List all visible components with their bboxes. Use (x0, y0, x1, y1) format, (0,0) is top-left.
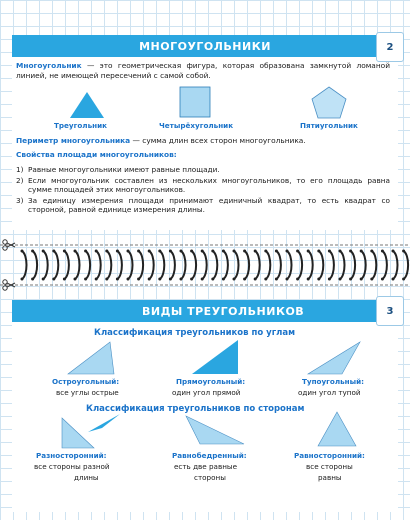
spiral-coil (255, 251, 260, 279)
spiral-coil (128, 251, 133, 279)
list-item: 3) За единицу измерения площади принимают единичный квадрат, то есть квадрат со стороной, равной единице измерения длины. (16, 195, 390, 215)
binding-hole (392, 250, 395, 253)
binding-hole (180, 250, 183, 253)
perimeter-text: — сумма длин всех сторон многоугольника. (130, 136, 306, 145)
binding-hole (21, 250, 24, 253)
shape-label-quadrilateral: Четырёхугольник (159, 121, 234, 130)
spiral-coil (202, 251, 207, 279)
binding-hole (74, 250, 77, 253)
binding-hole (190, 250, 193, 253)
perimeter-definition (16, 136, 390, 146)
binding-hole (233, 250, 236, 253)
binding-hole (84, 278, 87, 281)
binding-hole (360, 278, 363, 281)
spiral-coil (181, 251, 186, 279)
binding-hole (317, 250, 320, 253)
spiral-coil (86, 251, 91, 279)
spiral-coil (276, 251, 281, 279)
spiral-coil (107, 251, 112, 279)
binding-hole (264, 250, 267, 253)
page-number-badge: 2 (376, 32, 404, 62)
spiral-coil (223, 251, 228, 279)
binding-hole (127, 250, 130, 253)
shape-label-triangle: Треугольник (54, 121, 107, 130)
binding-hole (286, 278, 289, 281)
list-item: 1) Равные многоугольники имеют равные площади. (16, 165, 220, 174)
binding-hole (116, 250, 119, 253)
spiral-coil (75, 251, 80, 279)
equilateral-desc-1: все стороны (306, 462, 353, 471)
binding-hole (42, 278, 45, 281)
binding-hole (148, 278, 151, 281)
spiral-coil (351, 251, 356, 279)
binding-hole (275, 250, 278, 253)
binding-hole (211, 278, 214, 281)
spiral-coil (329, 251, 334, 279)
isosceles-desc-2: стороны (194, 473, 226, 482)
binding-hole (296, 250, 299, 253)
binding-hole (264, 278, 267, 281)
binding-hole (211, 250, 214, 253)
binding-hole (339, 278, 342, 281)
binding-hole (190, 278, 193, 281)
binding-hole (254, 278, 257, 281)
binding-hole (402, 250, 405, 253)
binding-hole (201, 250, 204, 253)
spiral-coil (33, 251, 38, 279)
spiral-coil (287, 251, 292, 279)
binding-hole (95, 278, 98, 281)
spiral-coil (213, 251, 218, 279)
spiral-coil (372, 251, 377, 279)
obtuse-desc: один угол тупой (298, 388, 361, 397)
binding-hole (349, 250, 352, 253)
area-heading: Свойства площади многоугольников: (16, 150, 177, 159)
scissors-icon (3, 280, 15, 290)
spiral-coil (117, 251, 122, 279)
area-properties-list (16, 165, 390, 216)
scalene-desc-1: все стороны разной (34, 462, 110, 471)
spiral-coil (245, 251, 250, 279)
spiral-coil (22, 251, 27, 279)
binding-hole (158, 278, 161, 281)
scissors-icon (3, 240, 15, 250)
binding-hole (148, 250, 151, 253)
binding-hole (307, 278, 310, 281)
binding-hole (370, 250, 373, 253)
acute-name: Остроугольный: (52, 377, 120, 386)
binding-hole (339, 250, 342, 253)
binding-hole (105, 250, 108, 253)
binding-hole (31, 250, 34, 253)
polygon-definition (16, 61, 390, 81)
page-title: ВИДЫ ТРЕУГОЛЬНИКОВ (142, 304, 305, 318)
page-title: МНОГОУГОЛЬНИКИ (139, 39, 271, 53)
isosceles-desc-1: есть две равные (174, 462, 237, 471)
pentagon-shape (312, 87, 346, 118)
binding-hole (275, 278, 278, 281)
spiral-coil (404, 251, 409, 279)
spiral-coil (43, 251, 48, 279)
isosceles-triangle (186, 416, 244, 444)
binding-hole (52, 250, 55, 253)
spiral-coil (149, 251, 154, 279)
spiral-binding (0, 233, 410, 297)
shape-label-pentagon: Пятиугольник (300, 121, 358, 130)
spiral-coil (361, 251, 366, 279)
binding-hole (307, 250, 310, 253)
page-number-badge: 3 (376, 296, 404, 326)
scalene-triangle (62, 414, 120, 448)
scalene-desc-2: длины (74, 473, 99, 482)
right-triangle (192, 340, 238, 374)
spiral-coil (340, 251, 345, 279)
binding-hole (63, 250, 66, 253)
spiral-coil (170, 251, 175, 279)
binding-hole (370, 278, 373, 281)
spiral-coil (298, 251, 303, 279)
page-triangle-types (12, 300, 398, 512)
binding-hole (328, 278, 331, 281)
binding-hole (233, 278, 236, 281)
binding-hole (286, 250, 289, 253)
binding-hole (317, 278, 320, 281)
binding-hole (137, 278, 140, 281)
triangle-shape (70, 92, 104, 120)
binding-hole (95, 250, 98, 253)
binding-hole (105, 278, 108, 281)
right-name: Прямоугольный: (176, 377, 246, 386)
spiral-coil (160, 251, 165, 279)
spiral-coil (393, 251, 398, 279)
binding-hole (31, 278, 34, 281)
definition-term: Многоугольник (16, 61, 82, 70)
equilateral-desc-2: равны (318, 473, 342, 482)
scalene-name: Разносторонний: (36, 451, 107, 460)
square-shape (180, 87, 210, 117)
binding-hole (392, 278, 395, 281)
spiral-coil (382, 251, 387, 279)
spiral-coil (192, 251, 197, 279)
binding-hole (296, 278, 299, 281)
binding-hole (74, 278, 77, 281)
binding-hole (402, 278, 405, 281)
spiral-coil (319, 251, 324, 279)
perimeter-term: Периметр многоугольника (16, 136, 131, 145)
binding-hole (381, 250, 384, 253)
binding-hole (254, 250, 257, 253)
binding-hole (137, 250, 140, 253)
right-desc: один угол прямой (172, 388, 241, 397)
definition-text: — это геометрическая фигура, которая образована замкнутой ломаной линией, не имеющей пересечений с самой собой. (16, 61, 390, 80)
page-polygons (12, 35, 398, 230)
spiral-coil (139, 251, 144, 279)
binding-hole (381, 278, 384, 281)
binding-hole (116, 278, 119, 281)
binding-hole (360, 250, 363, 253)
binding-hole (180, 278, 183, 281)
list-item: 2) Если многоугольник составлен из нескольких многоугольников, то его площадь равна сумме площадей этих многоугольников. (16, 175, 390, 195)
binding-hole (52, 278, 55, 281)
binding-hole (158, 250, 161, 253)
obtuse-triangle (308, 342, 360, 374)
binding-hole (84, 250, 87, 253)
spiral-coil (266, 251, 271, 279)
spiral-coil (234, 251, 239, 279)
spiral-coil (96, 251, 101, 279)
binding-hole (42, 250, 45, 253)
angles-heading: Классификация треугольников по углам (94, 328, 296, 338)
page-title-bar (12, 35, 398, 57)
binding-hole (21, 278, 24, 281)
binding-hole (169, 278, 172, 281)
binding-hole (243, 278, 246, 281)
spiral-coil (54, 251, 59, 279)
binding-hole (63, 278, 66, 281)
binding-hole (127, 278, 130, 281)
binding-hole (349, 278, 352, 281)
binding-hole (222, 278, 225, 281)
binding-hole (243, 250, 246, 253)
obtuse-name: Тупоугольный: (302, 377, 365, 386)
equilateral-name: Равносторонний: (294, 451, 365, 460)
sides-heading: Классификация треугольников по сторонам (86, 404, 305, 414)
binding-hole (201, 278, 204, 281)
isosceles-name: Равнобедренный: (172, 451, 247, 460)
binding-hole (222, 250, 225, 253)
binding-hole (169, 250, 172, 253)
spiral-coil (308, 251, 313, 279)
equilateral-triangle (318, 412, 356, 446)
acute-triangle (68, 342, 114, 374)
binding-hole (328, 250, 331, 253)
acute-desc: все углы острые (56, 388, 119, 397)
spiral-coil (64, 251, 69, 279)
page-title-bar (12, 300, 398, 322)
